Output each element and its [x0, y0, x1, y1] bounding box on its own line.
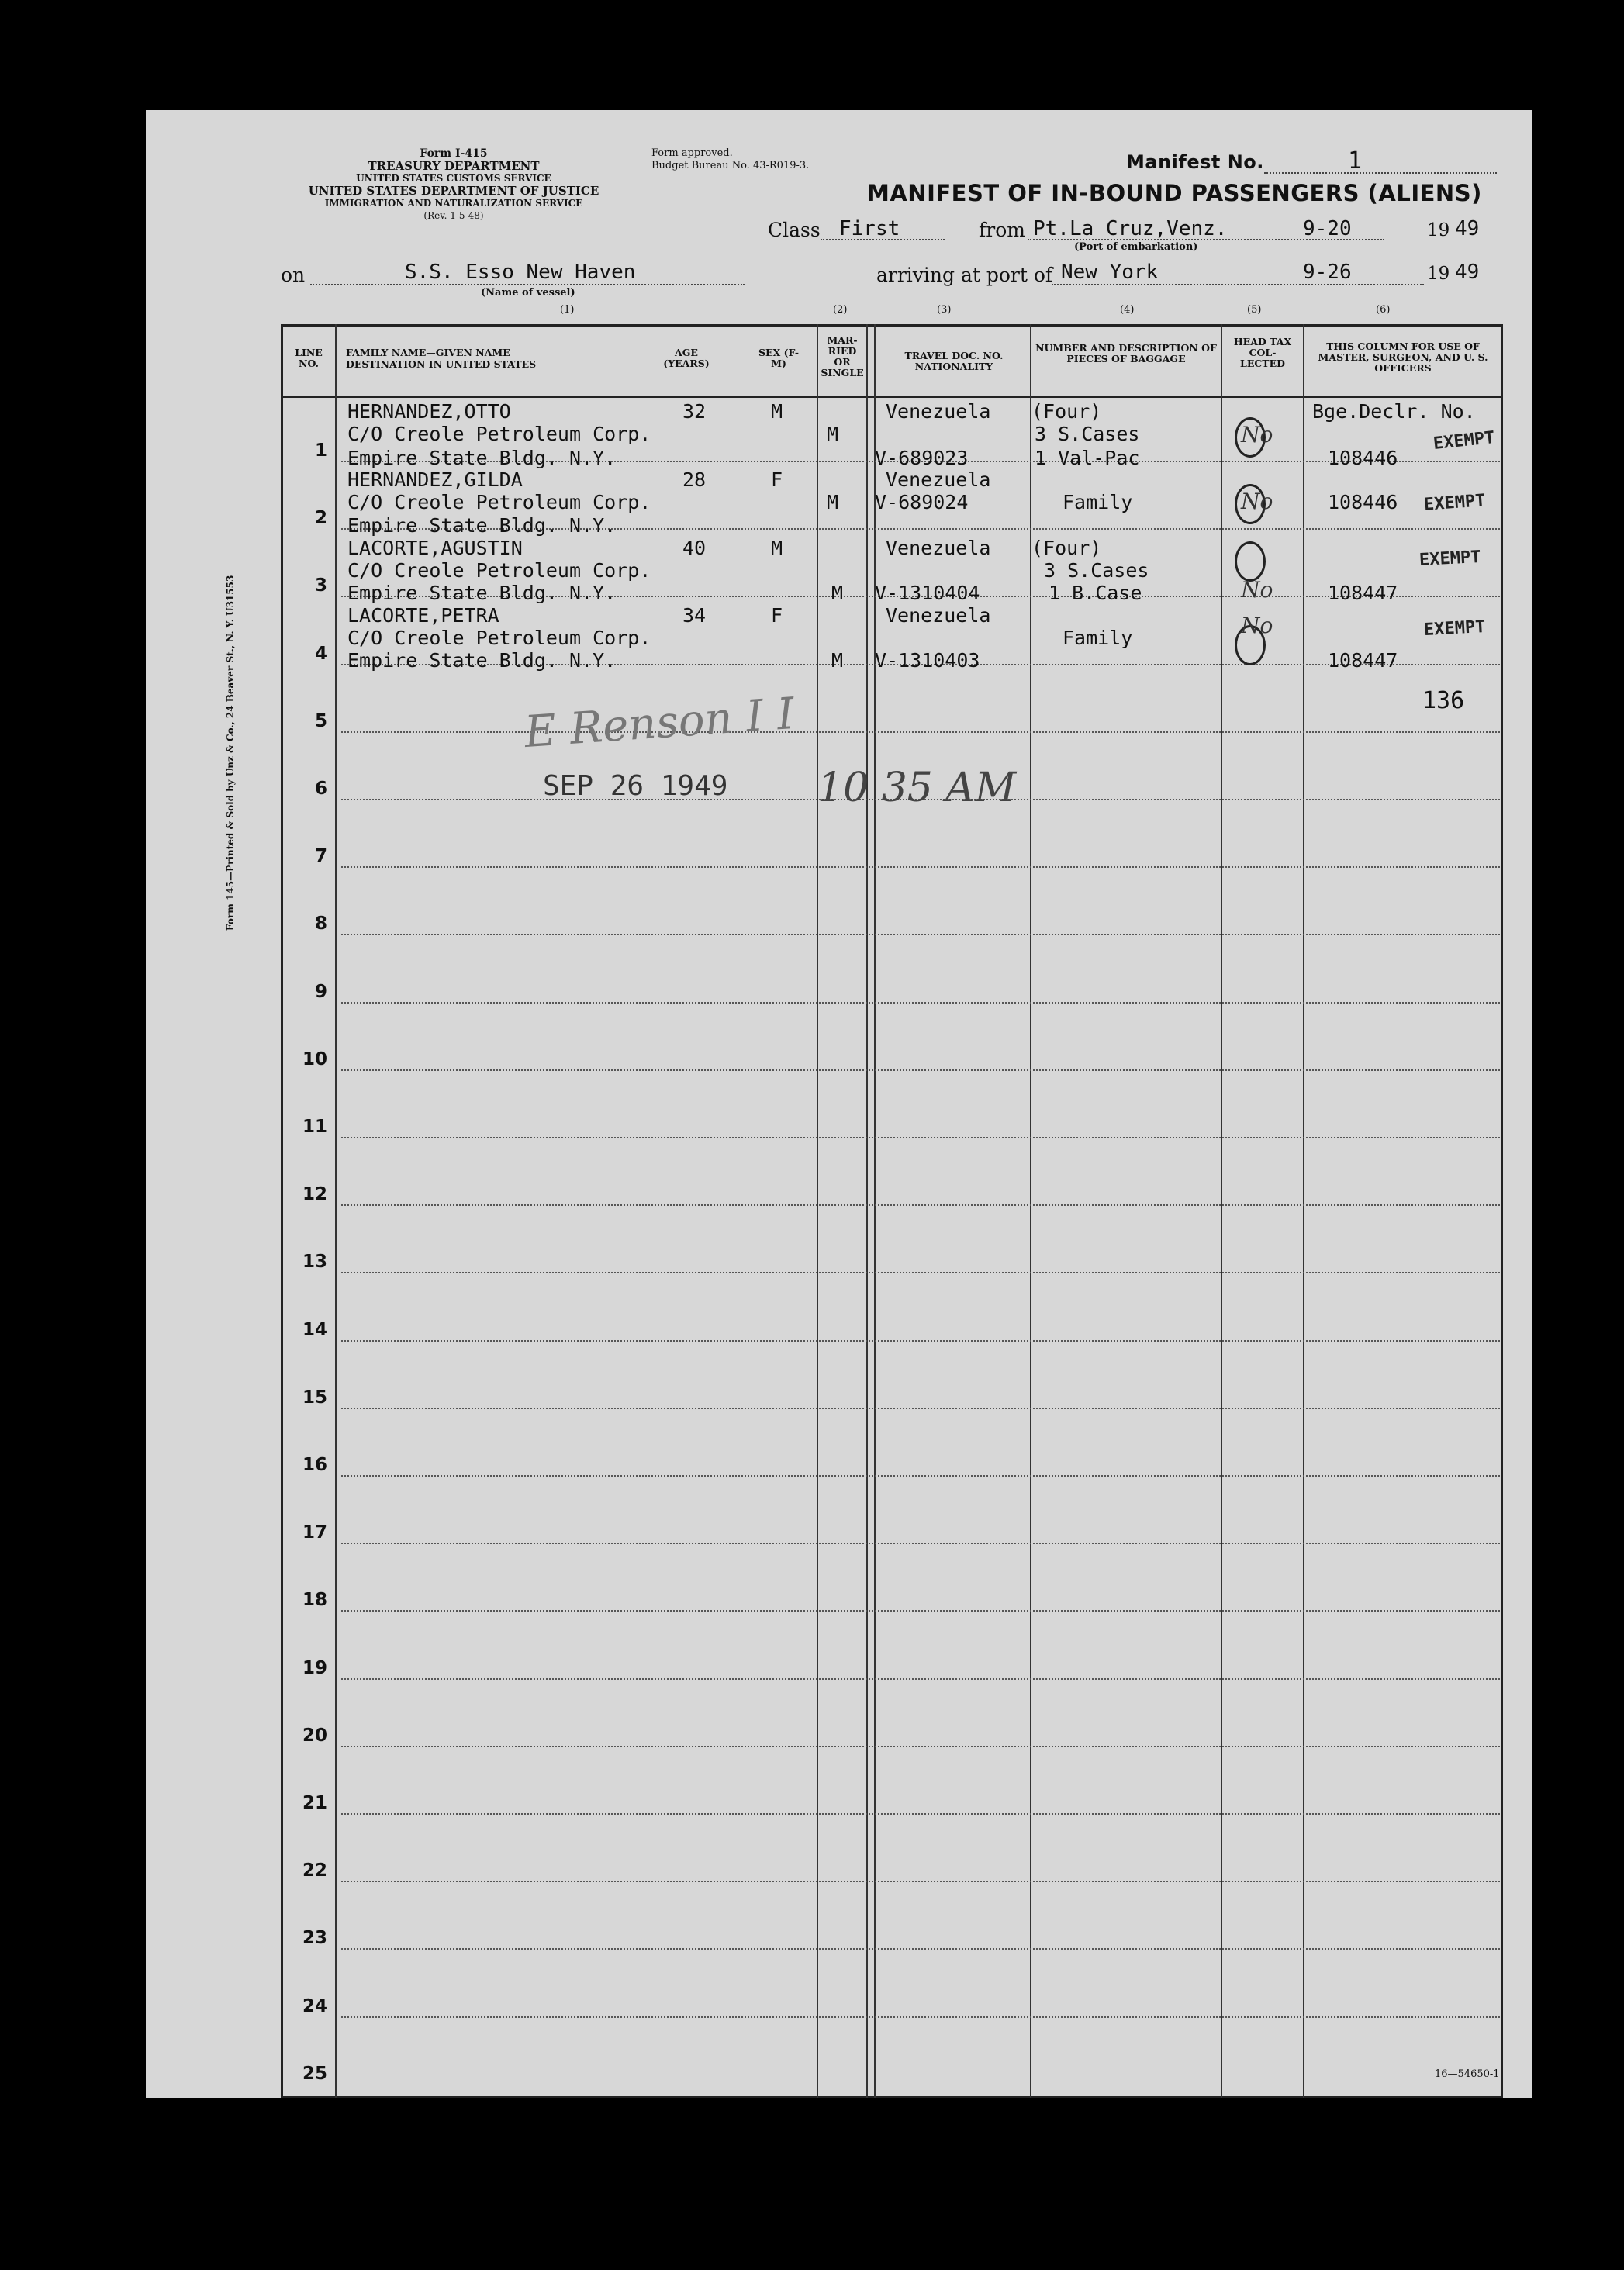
- passenger-4-nationality: Venezuela: [886, 604, 991, 627]
- row-rule: [341, 1475, 1500, 1477]
- vessel-name: S.S. Esso New Haven: [405, 261, 636, 284]
- line-number: 16: [302, 1455, 327, 1475]
- row-rule: [341, 1543, 1500, 1544]
- year-label-1: 19: [1427, 220, 1450, 240]
- col-divider: [1303, 324, 1304, 2098]
- arrival-date: 9-26: [1303, 261, 1352, 284]
- from-label: from: [979, 219, 1025, 241]
- passenger-4-addr1: C/O Creole Petroleum Corp.: [347, 627, 651, 649]
- passenger-2-sex: F: [771, 468, 783, 491]
- col-head-sex: SEX (F-M): [758, 347, 800, 369]
- on-label: on: [281, 264, 306, 286]
- passenger-4-name: LACORTE,PETRA: [347, 604, 499, 627]
- passenger-3-decl: 108447: [1328, 582, 1398, 604]
- passenger-1-age: 32: [682, 400, 707, 423]
- col-head-baggage: NUMBER AND DESCRIPTION OF PIECES OF BAGGAGE: [1035, 342, 1217, 365]
- row-rule: [341, 1813, 1500, 1815]
- row-rule: [341, 2016, 1500, 2018]
- row-rule: [341, 1948, 1500, 1950]
- passenger-1-doc: V-689023: [875, 447, 969, 469]
- manifest-title: MANIFEST OF IN-BOUND PASSENGERS (ALIENS): [867, 180, 1482, 206]
- passenger-3-tax: No: [1241, 577, 1273, 603]
- passenger-1-tax: No: [1241, 422, 1273, 447]
- row-rule: [341, 1746, 1500, 1747]
- arrival-line: [1052, 284, 1424, 285]
- passenger-2-name: HERNANDEZ,GILDA: [347, 468, 523, 491]
- justice-dept: UNITED STATES DEPARTMENT OF JUSTICE: [308, 184, 599, 198]
- vessel-note: (Name of vessel): [481, 287, 575, 299]
- col-num-4: (4): [1120, 304, 1135, 316]
- passenger-2-age: 28: [682, 468, 707, 491]
- col-num-1: (1): [560, 304, 575, 316]
- revision-date: (Rev. 1-5-48): [423, 210, 484, 221]
- col-num-6: (6): [1376, 304, 1391, 316]
- col-head-officers: THIS COLUMN FOR USE OF MASTER, SURGEON, AND U. S. OFFICERS: [1318, 340, 1488, 374]
- from-port: Pt.La Cruz,Venz.: [1033, 217, 1228, 240]
- passenger-1-exempt-stamp: EXEMPT: [1432, 427, 1496, 454]
- passenger-1-name: HERNANDEZ,OTTO: [347, 400, 511, 423]
- passenger-4-exempt-stamp: EXEMPT: [1423, 617, 1487, 641]
- line-number: 22: [302, 1861, 327, 1881]
- passenger-2-addr2: Empire State Bldg. N.Y.: [347, 514, 617, 537]
- col-num-2: (2): [833, 304, 848, 316]
- passenger-4-tax: No: [1241, 613, 1273, 638]
- passenger-1-bag3: 1 Val-Pac: [1035, 447, 1140, 469]
- passenger-1-addr2: Empire State Bldg. N.Y.: [347, 447, 617, 469]
- line-number: 5: [314, 711, 327, 731]
- row-rule: [341, 934, 1500, 935]
- line-number: 13: [302, 1252, 327, 1272]
- port-note: (Port of embarkation): [1074, 241, 1198, 253]
- line-number: 23: [302, 1928, 327, 1948]
- year-label-2: 19: [1427, 264, 1450, 284]
- inspector-signature: E Renson I I: [523, 688, 796, 758]
- line-number: 7: [314, 846, 327, 866]
- col-num-5: (5): [1247, 304, 1262, 316]
- manifest-no-label: Manifest No.: [1126, 151, 1264, 173]
- manifest-no-line: [1264, 172, 1497, 174]
- row-rule: [341, 1204, 1500, 1206]
- row-rule: [341, 1002, 1500, 1004]
- col-head-married: MAR-RIED OR SINGLE: [821, 334, 864, 378]
- passenger-4-decl: 108447: [1328, 649, 1398, 672]
- col-divider: [1221, 324, 1222, 2098]
- passenger-3-addr2: Empire State Bldg. N.Y.: [347, 582, 617, 604]
- passenger-2-decl: 108446: [1328, 491, 1398, 513]
- passenger-1-bag2: 3 S.Cases: [1035, 423, 1140, 445]
- line-number: 12: [302, 1184, 327, 1204]
- passenger-4-addr2: Empire State Bldg. N.Y.: [347, 649, 617, 672]
- line-number: 4: [314, 644, 327, 664]
- passenger-3-age: 40: [682, 537, 707, 559]
- passenger-2-doc: V-689024: [875, 491, 969, 513]
- line-number: 6: [314, 779, 327, 799]
- row-rule: [341, 731, 1500, 733]
- line-number: 19: [302, 1658, 327, 1678]
- line-number: 21: [302, 1793, 327, 1813]
- passenger-4-married: M: [831, 649, 844, 672]
- form-department-block: [275, 147, 632, 222]
- row-rule: [341, 1610, 1500, 1612]
- passenger-2-addr1: C/O Creole Petroleum Corp.: [347, 491, 651, 513]
- col-divider: [817, 324, 818, 2098]
- line-number: 9: [314, 982, 327, 1002]
- line-number: 2: [314, 508, 327, 528]
- passenger-1-nationality: Venezuela: [886, 400, 991, 423]
- vessel-line: [310, 284, 745, 285]
- line-number: 1: [314, 441, 327, 461]
- officer-count: 136: [1422, 687, 1465, 714]
- passenger-2-nationality: Venezuela: [886, 468, 991, 491]
- col-head-travel-doc: TRAVEL DOC. NO. NATIONALITY: [904, 350, 1004, 372]
- passenger-1-bag1: (Four): [1031, 400, 1102, 423]
- col-divider: [866, 324, 868, 2098]
- col-head-head-tax: HEAD TAX COL-LECTED: [1233, 336, 1292, 369]
- arriving-label: arriving at port of: [876, 264, 1053, 286]
- passenger-3-bag3: 1 B.Case: [1049, 582, 1142, 604]
- side-printer-text: Form 145—Printed & Sold by Unz & Co., 24 Beaver St., N. Y. U31553: [225, 575, 236, 931]
- row-rule: [341, 1137, 1500, 1138]
- class-label: Class: [768, 219, 821, 241]
- passenger-4-doc: V-1310403: [875, 649, 980, 672]
- arrival-year: 49: [1455, 261, 1480, 284]
- passenger-3-nationality: Venezuela: [886, 537, 991, 559]
- passenger-2-exempt-stamp: EXEMPT: [1423, 491, 1487, 515]
- line-number: 25: [302, 2064, 327, 2084]
- form-approved: Form approved.: [651, 147, 733, 159]
- line-number: 20: [302, 1726, 327, 1746]
- col-divider: [335, 324, 337, 2098]
- passenger-1-married: M: [827, 423, 839, 445]
- arrival-port: New York: [1061, 261, 1159, 284]
- passenger-3-sex: M: [771, 537, 783, 559]
- col-head-age: AGE (YEARS): [663, 347, 710, 369]
- passenger-1-sex: M: [771, 400, 783, 423]
- time-note: 10 35 AM: [817, 765, 1017, 811]
- form-number: Form I-415: [420, 147, 488, 160]
- manifest-no-value: 1: [1348, 147, 1363, 174]
- passenger-1-decl: 108446: [1328, 447, 1398, 469]
- passenger-3-doc: V-1310404: [875, 582, 980, 604]
- line-number: 11: [302, 1117, 327, 1137]
- passenger-3-married: M: [831, 582, 844, 604]
- line-number: 17: [302, 1522, 327, 1543]
- line-number: 18: [302, 1590, 327, 1610]
- table-header-rule: [281, 396, 1503, 398]
- passenger-4-sex: F: [771, 604, 783, 627]
- row-rule: [341, 1069, 1500, 1071]
- passenger-3-bag1: (Four): [1031, 537, 1102, 559]
- treasury-dept: TREASURY DEPARTMENT: [368, 159, 540, 173]
- passenger-2-bag2: Family: [1063, 491, 1133, 513]
- row-rule: [341, 1678, 1500, 1680]
- passenger-1-addr1: C/O Creole Petroleum Corp.: [347, 423, 651, 445]
- passenger-3-bag2: 3 S.Cases: [1044, 559, 1149, 582]
- line-number: 24: [302, 1996, 327, 2016]
- col-head-line-no: LINE NO.: [295, 347, 323, 369]
- col-num-3: (3): [937, 304, 952, 316]
- customs-service: UNITED STATES CUSTOMS SERVICE: [356, 173, 551, 184]
- line-number: 3: [314, 575, 327, 596]
- date-stamp: SEP 26 1949: [543, 770, 728, 802]
- passenger-4-bag2: Family: [1063, 627, 1133, 649]
- approval-block: [651, 147, 900, 172]
- class-value: First: [839, 217, 900, 240]
- officer-header: Bge.Declr. No.: [1312, 400, 1476, 423]
- line-number: 14: [302, 1320, 327, 1340]
- head-tax-circle: [1235, 541, 1266, 582]
- line-number: 10: [302, 1049, 327, 1069]
- ins-service: IMMIGRATION AND NATURALIZATION SERVICE: [324, 198, 583, 209]
- row-rule: [341, 1408, 1500, 1409]
- row-rule: [341, 866, 1500, 868]
- row-rule: [341, 1272, 1500, 1273]
- passenger-3-exempt-stamp: EXEMPT: [1418, 547, 1482, 571]
- budget-bureau: Budget Bureau No. 43-R019-3.: [651, 160, 810, 171]
- passenger-4-age: 34: [682, 604, 707, 627]
- from-date: 9-20: [1303, 217, 1352, 240]
- row-rule: [341, 1881, 1500, 1882]
- passenger-3-name: LACORTE,AGUSTIN: [347, 537, 523, 559]
- row-rule: [341, 1340, 1500, 1342]
- line-number: 8: [314, 914, 327, 934]
- passenger-2-tax: No: [1241, 489, 1273, 514]
- col-head-destination: DESTINATION IN UNITED STATES: [346, 358, 537, 370]
- line-number: 15: [302, 1387, 327, 1408]
- passenger-3-addr1: C/O Creole Petroleum Corp.: [347, 559, 651, 582]
- passenger-2-married: M: [827, 491, 839, 513]
- footer-code: 16—54650-1: [1435, 2068, 1500, 2080]
- from-year: 49: [1455, 217, 1480, 240]
- col-divider: [1030, 324, 1031, 2098]
- col-head-family-name: FAMILY NAME—GIVEN NAME: [346, 347, 510, 358]
